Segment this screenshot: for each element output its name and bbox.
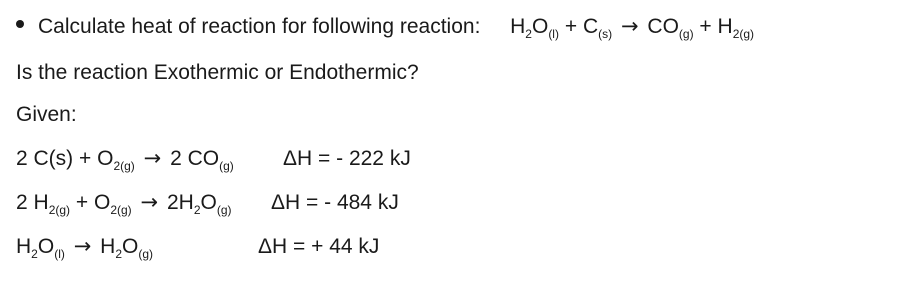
bullet-icon [16,20,24,28]
given-equation-1 [16,146,234,173]
eq1-lhs-oxygen: O [97,147,114,170]
eq1-lhs-carbon: 2 C(s) + [16,147,92,170]
state-subscript: (g) [138,247,154,261]
subscript: 2 [31,247,38,261]
question-line-2: Is the reaction Exothermic or Endothermic? [16,61,419,84]
reactant-h2o-h: H [510,15,526,38]
question-text: Calculate heat of reaction for following reaction: [38,15,481,38]
given-label: Given: [16,103,77,126]
given-equation-2 [16,190,232,217]
reactant-carbon: C [582,15,599,38]
state-subscript: (g) [219,159,234,173]
eq2-rhs-water-o: O [200,191,217,214]
plus-sign: + [699,15,712,38]
state-subscript: (l) [548,27,559,41]
given-equation-3 [16,234,154,261]
state-subscript: 2(g) [113,159,135,173]
eq3-rhs-water-h: H [100,235,116,258]
eq2-lhs-hydrogen: 2 H [16,191,49,214]
eq2-enthalpy: ΔH = - 484 kJ [271,191,399,214]
eq2-rhs-water-h: 2H [166,191,194,214]
reactant-h2o-o: O [531,15,549,38]
plus-sign: + [564,15,578,38]
state-subscript: (g) [678,27,694,41]
target-reaction [510,14,755,41]
eq2-lhs-oxygen: O [93,191,111,214]
state-subscript: 2(g) [110,203,132,217]
eq1-rhs-co: 2 CO [170,147,220,170]
state-subscript: (s) [598,27,613,41]
eq1-enthalpy: ΔH = - 222 kJ [283,147,411,170]
plus-sign: + [75,191,89,214]
right-arrow-icon: → [143,146,162,170]
subscript: 2 [193,203,201,217]
state-subscript: (l) [54,247,65,261]
eq3-enthalpy: ΔH = + 44 kJ [258,235,380,258]
eq3-lhs-water-h: H [16,235,32,258]
subscript: 2 [525,27,532,41]
right-arrow-icon: → [620,14,639,38]
state-subscript: (g) [216,203,232,217]
question-line [16,14,755,41]
eq3-lhs-water-o: O [37,235,55,258]
eq3-rhs-water-o: O [122,235,139,258]
product-co: CO [647,15,679,38]
product-h2: H [717,15,733,38]
right-arrow-icon: → [73,234,92,258]
state-subscript: 2(g) [732,27,755,41]
subscript: 2 [115,247,123,261]
right-arrow-icon: → [140,190,159,214]
state-subscript: 2(g) [48,203,71,217]
